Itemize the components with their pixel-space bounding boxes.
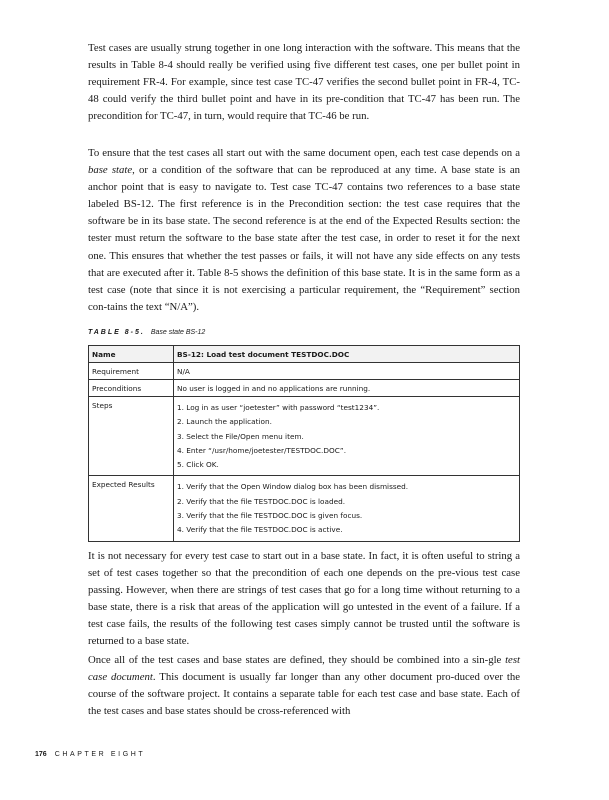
paragraph-1: Test cases are usually strung together in one long interaction with the software. This means that the results in Table 8-4 should really be verified using five different test cases, one per bullet point in requirement FR-4. For example, since test case TC-47 verifies the second bullet point in FR-4, TC-48 could verify the third bullet point and have in its pre-condition that TC-47 has been run. The precondition for TC-47, in turn, would require that TC-46 be run. — [88, 42, 520, 123]
expected-item: 1. Verify that the Open Window dialog box has been dismissed. — [177, 482, 409, 492]
requirement-value: N/A — [174, 363, 520, 380]
expected-item: 3. Verify that the file TESTDOC.DOC is given focus. — [177, 511, 363, 521]
steps-key: Steps — [89, 397, 174, 476]
term-test-case-document: test case document — [88, 654, 520, 684]
table-row — [89, 476, 520, 541]
paragraph-2-part-b: , or a condition of the software that can be reproduced at any time. A base state is an anchor point that is easy to navigate to. Test case TC-47 contains two references to a base state labeled BS-12. The first reference is in the Precondition section: the test case requires that the software be in its base state. The second reference is at the end of the Expected Results section: the tester must return the software to the base state after the test case, in order to reset it for the next one. This ensures that whether the test passes or fails, it will not have any side effects on any tests that are executed after it. Table 8-5 shows the definition of this base state. It is in the same form as a test case (note that since it is not exercising a particular requirement, the “Requirement” section con-tains the text “N/A”). — [88, 164, 521, 313]
expected-results-key: Expected Results — [89, 476, 174, 541]
preconditions-value: No user is logged in and no applications are running. — [174, 380, 520, 397]
table-row — [89, 380, 520, 397]
table-caption — [88, 329, 205, 336]
table-row — [89, 397, 520, 476]
base-state-table — [88, 345, 520, 542]
term-base-state: base state — [88, 164, 133, 177]
chapter-label: CHAPTER EIGHT — [54, 751, 146, 758]
paragraph-4-part-b: . This document is usually far longer than any other document pro-duced over the course of the software project. It contains a separate table for each test case and base state. Each of the test cases and base states should be cross-referenced with — [88, 671, 520, 718]
table-row — [89, 363, 520, 380]
table-row — [89, 346, 520, 363]
paragraph-4 — [88, 652, 520, 720]
step-item: 5. Click OK. — [177, 460, 219, 470]
preconditions-key: Preconditions — [89, 380, 174, 397]
step-item: 1. Log in as user “joetester” with password “test1234”. — [177, 403, 380, 412]
paragraph-3: It is not necessary for every test case to start out in a base state. In fact, it is often useful to string a set of test cases together so that the precondition of each one depends on the pre-vious test case passing. However, when there are strings of test cases that go for a long time without returning to a base state, there is a risk that areas of the application will go untested in the event of a failure. If a test case fails, the results of the following test cases simply cannot be trusted until the software is returned to a base state. — [88, 550, 520, 648]
steps-value — [174, 397, 520, 476]
expected-item: 2. Verify that the file TESTDOC.DOC is loaded. — [177, 496, 346, 506]
step-item: 4. Enter “/usr/home/joetester/TESTDOC.DOC”. — [177, 445, 347, 455]
table-caption-label: TABLE 8-5. — [88, 329, 145, 336]
page-footer — [35, 751, 145, 758]
requirement-key: Requirement — [89, 363, 174, 380]
step-item: 3. Select the File/Open menu item. — [177, 431, 304, 441]
step-item: 2. Launch the application. — [177, 417, 272, 427]
name-key: Name — [89, 346, 174, 363]
expected-item: 4. Verify that the file TESTDOC.DOC is active. — [177, 525, 343, 535]
paragraph-4-part-a: Once all of the test cases and base states are defined, they should be combined into a sin-gle — [88, 654, 506, 666]
paragraph-2-part-a: To ensure that the test cases all start out with the same document open, each test case depends on a — [88, 147, 520, 159]
page-number: 176 — [35, 751, 47, 758]
paragraph-2 — [88, 145, 520, 316]
expected-results-value — [174, 476, 520, 541]
table-caption-title: Base state BS-12 — [150, 329, 206, 336]
name-value: BS-12: Load test document TESTDOC.DOC — [174, 346, 520, 363]
